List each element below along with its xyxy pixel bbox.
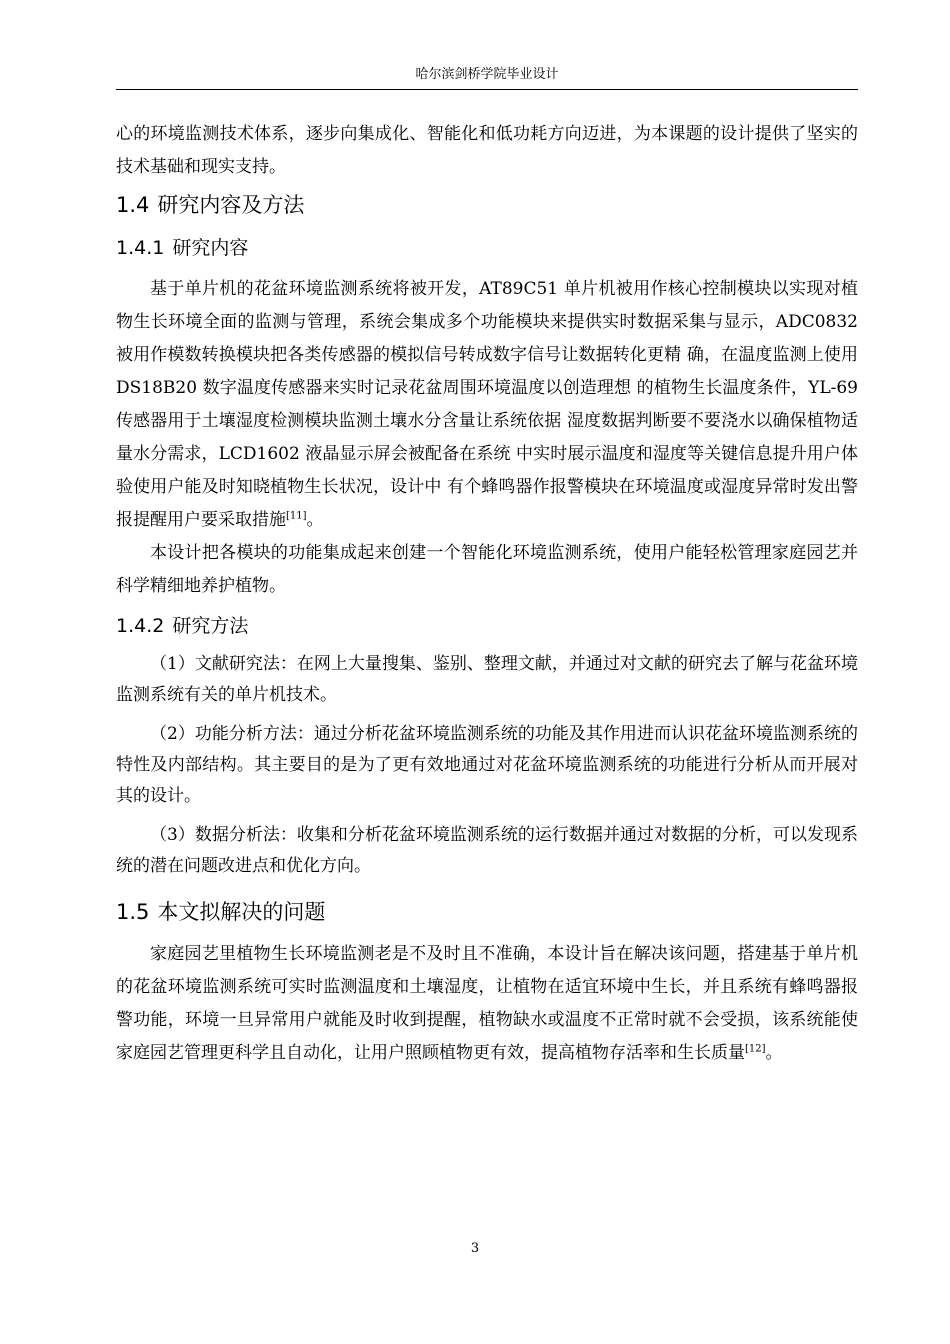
subsection-title: 研究内容 xyxy=(172,237,249,259)
page-content xyxy=(116,118,858,1070)
research-methods-list xyxy=(116,649,858,882)
subsection-heading-1-4-1 xyxy=(116,231,858,265)
section-title: 研究内容及方法 xyxy=(157,193,305,217)
subsection-number: 1.4.1 xyxy=(116,237,165,259)
section-heading-1-4 xyxy=(116,187,858,223)
subsection-title: 研究方法 xyxy=(172,615,249,637)
intro-paragraph: 心的环境监测技术体系，逐步向集成化、智能化和低功耗方向迈进，为本课题的设计提供了坚实的技术基础和现实支持。 xyxy=(116,124,858,177)
section-heading-1-5 xyxy=(116,894,858,930)
method-item-data-analysis: （3）数据分析法：收集和分析花盆环境监测系统的运行数据并通过对数据的分析，可以发现系统的潜在问题改进点和优化方向。 xyxy=(116,825,858,876)
section-title: 本文拟解决的问题 xyxy=(157,900,326,924)
method-item-function-analysis: （2）功能分析方法：通过分析花盆环境监测系统的功能及其作用进而认识花盆环境监测系统的特性及内部结构。其主要目的是为了更有效地通过对花盆环境监测系统的功能进行分析从而开展对其的设计。 xyxy=(116,724,858,806)
section-number: 1.5 xyxy=(116,900,150,924)
page-number: 3 xyxy=(470,1241,480,1256)
method-item-literature: （1）文献研究法：在网上大量搜集、鉴别、整理文献，并通过对文献的研究去了解与花盆环境监测系统有关的单片机技术。 xyxy=(116,654,858,705)
paragraph-text: 基于单片机的花盆环境监测系统将被开发，AT89C51 单片机被用作核心控制模块以实现对植物生长环境全面的监测与管理，系统会集成多个功能模块来提供实时数据采集与显示，ADC0832 被用作模数转换模块把各类传感器的模拟信号转成数字信号让数据转化更精 确，在温度监测上使用 DS18B20 数字温度传感器来实时记录花盆周围环境温度以创造理想 的植物生长温度条件，YL-69 传感器用于土壤湿度检测模块监测土壤水分含量让系统依据 湿度数据判断要不要浇水以确保植物适量水分需求，LCD1602 液晶显示屏会被配备在系统 中实时展示温度和湿度等关键信息提升用户体验使用户能及时知晓植物生长状况，设计中 有个蜂鸣器作报警模块在环境温度或湿度异常时发出警报提醒用户要采取措施 xyxy=(116,279,858,530)
paragraph-end: 。 xyxy=(765,1043,783,1063)
citation-12: [12] xyxy=(745,1043,766,1055)
paragraph-text: 家庭园艺里植物生长环境监测老是不及时且不准确，本设计旨在解决该问题，搭建基于单片机的花盆环境监测系统可实时监测温度和土壤湿度，让植物在适宜环境中生长，并且系统有蜂鸣器报警功能，环境一旦异常用户就能及时收到提醒，植物缺水或温度不正常时就不会受损，该系统能使家庭园艺管理更科学且自动化，让用户照顾植物更有效，提高植物存活率和生长质量 xyxy=(116,944,858,1063)
research-content-paragraph xyxy=(116,273,858,537)
paragraph-end: 。 xyxy=(306,510,324,530)
header-divider xyxy=(116,89,858,90)
integration-paragraph: 本设计把各模块的功能集成起来创建一个智能化环境监测系统，使用户能轻松管理家庭园艺并科学精细地养护植物。 xyxy=(116,543,858,596)
problem-paragraph xyxy=(116,938,858,1070)
subsection-number: 1.4.2 xyxy=(116,615,165,637)
citation-11: [11] xyxy=(286,510,307,522)
page-header: 哈尔滨剑桥学院毕业设计 xyxy=(415,67,559,82)
section-number: 1.4 xyxy=(116,193,150,217)
subsection-heading-1-4-2 xyxy=(116,609,858,643)
